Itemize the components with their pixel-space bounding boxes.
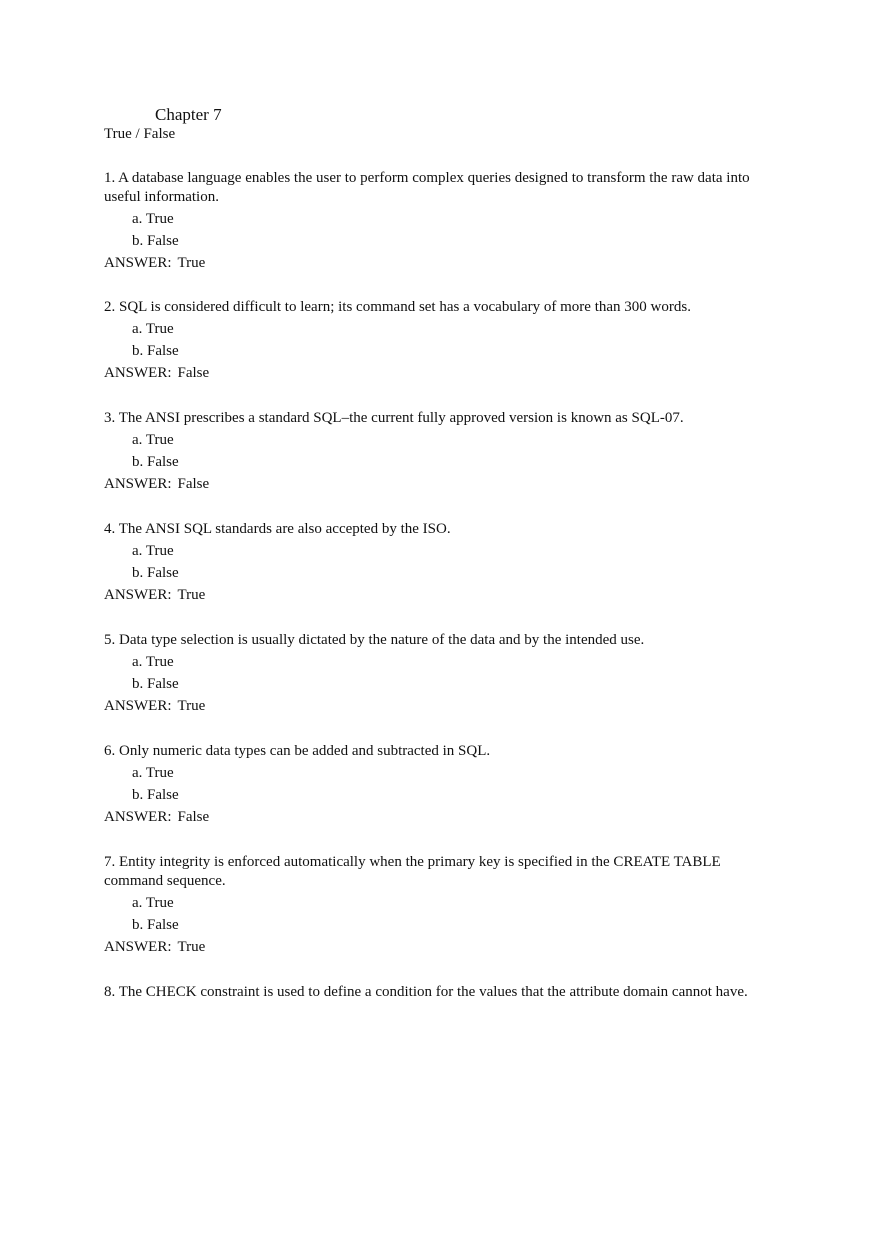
question-7	[104, 853, 764, 958]
answer-value: True	[177, 587, 206, 603]
question-5	[104, 631, 764, 717]
answer-value: False	[177, 476, 210, 492]
question-text: 5. Data type selection is usually dictated by the nature of the data and by the intended use.	[104, 632, 645, 648]
option-b: b. False	[132, 787, 179, 803]
answer-value: True	[177, 698, 206, 714]
answer-label: ANSWER:	[104, 809, 172, 825]
answer-line	[104, 362, 764, 384]
section-label: True / False	[104, 126, 176, 142]
question-8	[104, 983, 764, 1002]
option-b: b. False	[132, 917, 179, 933]
answer-line	[104, 806, 764, 828]
answer-value: False	[177, 365, 210, 381]
answer-label: ANSWER:	[104, 365, 172, 381]
answer-value: True	[177, 939, 206, 955]
option-a: a. True	[132, 654, 174, 670]
option-a: a. True	[132, 211, 174, 227]
answer-line	[104, 936, 764, 958]
option-b: b. False	[132, 454, 179, 470]
option-b: b. False	[132, 565, 179, 581]
question-text: 1. A database language enables the user to perform complex queries designed to transform the raw data into useful information.	[104, 170, 750, 205]
question-text: 6. Only numeric data types can be added and subtracted in SQL.	[104, 743, 491, 759]
answer-label: ANSWER:	[104, 587, 172, 603]
question-3	[104, 409, 764, 495]
option-b: b. False	[132, 676, 179, 692]
answer-value: True	[177, 255, 206, 271]
answer-label: ANSWER:	[104, 476, 172, 492]
question-text: 8. The CHECK constraint is used to define a condition for the values that the attribute domain cannot have.	[104, 984, 748, 1000]
option-b: b. False	[132, 233, 179, 249]
option-b: b. False	[132, 343, 179, 359]
question-6	[104, 742, 764, 828]
option-a: a. True	[132, 765, 174, 781]
answer-label: ANSWER:	[104, 939, 172, 955]
answer-label: ANSWER:	[104, 698, 172, 714]
option-a: a. True	[132, 321, 174, 337]
question-text: 7. Entity integrity is enforced automatically when the primary key is specified in the CREATE TABLE command sequence.	[104, 854, 721, 889]
answer-value: False	[177, 809, 210, 825]
option-a: a. True	[132, 432, 174, 448]
answer-line	[104, 695, 764, 717]
answer-line	[104, 252, 764, 274]
question-1	[104, 169, 764, 274]
option-a: a. True	[132, 895, 174, 911]
option-a: a. True	[132, 543, 174, 559]
question-text: 3. The ANSI prescribes a standard SQL–the current fully approved version is known as SQL-07.	[104, 410, 684, 426]
question-4	[104, 520, 764, 606]
answer-line	[104, 584, 764, 606]
answer-label: ANSWER:	[104, 255, 172, 271]
question-text: 4. The ANSI SQL standards are also accepted by the ISO.	[104, 521, 451, 537]
answer-line	[104, 473, 764, 495]
question-text: 2. SQL is considered difficult to learn; its command set has a vocabulary of more than 300 words.	[104, 299, 691, 315]
chapter-title: Chapter 7	[155, 105, 222, 124]
question-2	[104, 298, 764, 384]
